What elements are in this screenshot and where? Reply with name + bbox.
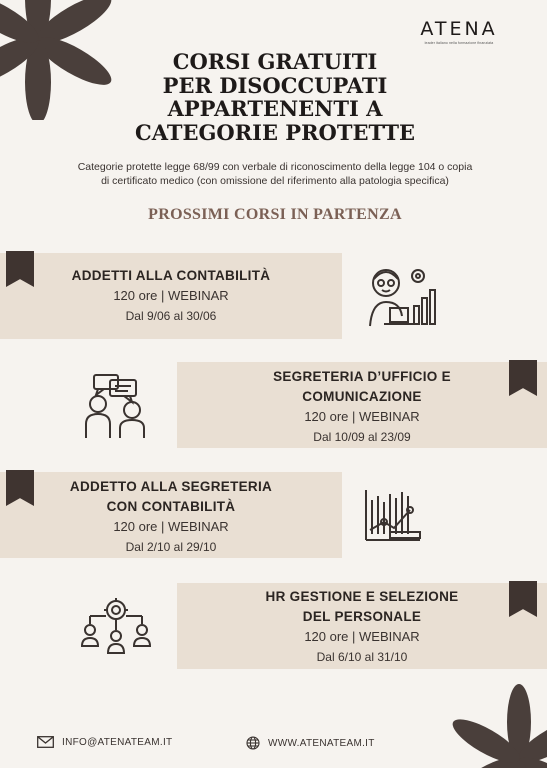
accountant-chart-icon [366, 262, 436, 330]
course-card-4 [177, 583, 547, 669]
course-dates: Dal 9/06 al 30/06 [125, 309, 217, 323]
course-title: COMUNICAZIONE [302, 389, 422, 404]
course-title: CON CONTABILITÀ [106, 499, 236, 514]
course-meta: 120 ore | WEBINAR [304, 629, 420, 644]
mail-icon [37, 736, 54, 748]
course-title: SEGRETERIA D’UFFICIO E [273, 369, 451, 384]
title-line: APPARTENENTI A [167, 96, 383, 121]
subtitle-line: di certificato medico (con omissione del riferimento alla patologia specifica) [101, 175, 449, 187]
course-dates: Dal 10/09 al 23/09 [313, 430, 411, 444]
title-line: CATEGORIE PROTETTE [135, 119, 415, 145]
page-title [60, 50, 490, 144]
asterisk-star-bottom-right [437, 678, 547, 768]
footer-email[interactable] [37, 736, 172, 748]
conversation-icon [84, 372, 148, 440]
email-text: INFO@ATENATEAM.IT [62, 736, 173, 748]
brand-logo [404, 18, 514, 45]
course-card-3 [0, 472, 342, 558]
website-text: WWW.ATENATEAM.IT [268, 737, 375, 749]
subtitle-line: Categorie protette legge 68/99 con verbale di riconoscimento della legge 104 o copia [77, 161, 473, 173]
page-subtitle [40, 160, 510, 188]
course-title: ADDETTO ALLA SEGRETERIA [69, 479, 273, 494]
brand-name: ATENA [420, 18, 498, 40]
title-line: CORSI GRATUITI [172, 49, 378, 74]
course-title: ADDETTI ALLA CONTABILITÀ [71, 268, 271, 283]
course-card-1 [0, 253, 342, 339]
team-management-icon [80, 596, 152, 656]
growth-chart-icon [360, 486, 424, 546]
course-card-2 [177, 362, 547, 448]
title-line: PER DISOCCUPATI [162, 72, 388, 98]
brand-tagline: leader italiano nella formazione finanziata [424, 41, 494, 45]
course-meta: 120 ore | WEBINAR [113, 519, 229, 534]
section-heading: PROSSIMI CORSI IN PARTENZA [148, 206, 402, 223]
course-title: DEL PERSONALE [302, 609, 422, 624]
course-meta: 120 ore | WEBINAR [113, 288, 229, 303]
globe-icon [246, 736, 260, 750]
course-meta: 120 ore | WEBINAR [304, 409, 420, 424]
footer-website[interactable] [246, 736, 375, 750]
course-dates: Dal 2/10 al 29/10 [125, 540, 217, 554]
course-dates: Dal 6/10 al 31/10 [316, 650, 408, 664]
course-title: HR GESTIONE E SELEZIONE [265, 589, 459, 604]
